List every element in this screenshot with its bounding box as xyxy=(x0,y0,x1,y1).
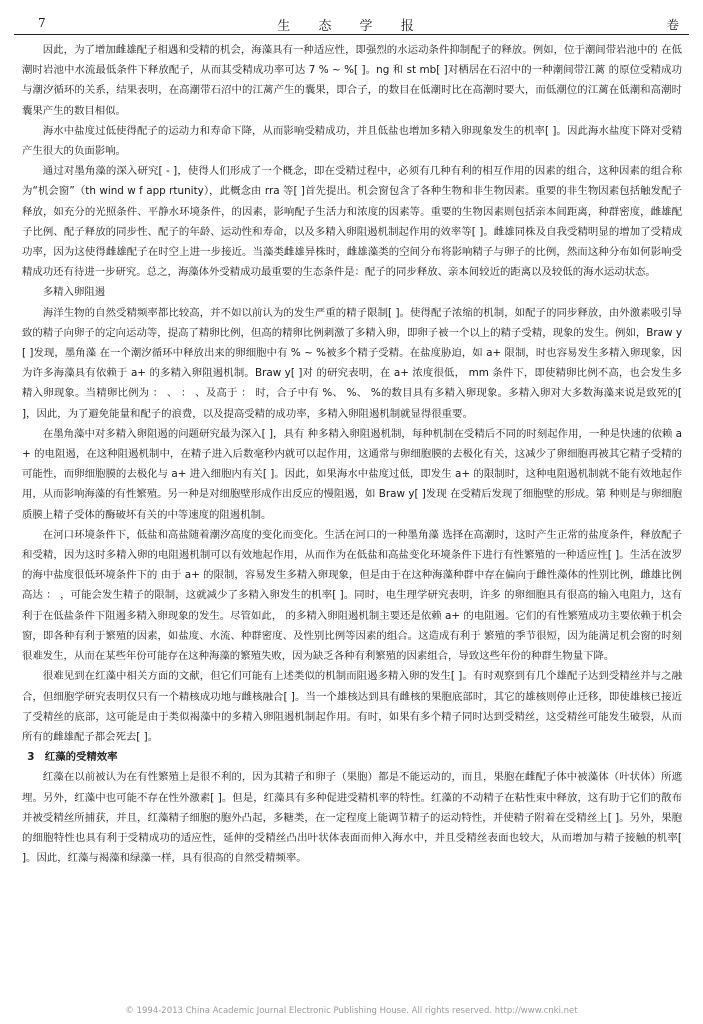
journal-title: 生 态 学 报 xyxy=(277,19,426,34)
paragraph: 通过对墨角藻的深入研究[ - ]，使得人们形成了一个概念，即在受精过程中，必须有几种有利的相互作用的因素的组合，这种因素的组合称为“机会窗”（th wind w f app rtunity），此概念由 rra 等[ ]首先提出。机会窗包含了各种生物和非生物因素。重要的非生物因素包括触发配子释放，如充分的光照条件、平静水环境条件，的因素，影响配子生活力和浓度的因素等。重要的生物因素则包括亲本间距离，种群密度，雌雄配子比例、配子释放的同步性、配子的年龄、运动性和寿命，以及多精入卵阻遏机制起作用的效率等[ ]。雌雄同株及自我受精明显的增加了受精成功率，因为这使得雌雄配子在时空上进一步接近。当藻类雌雄异株时，雌雄藻类的空间分布将影响精子与卵子的比例，然而这种分布如何影响受精成功还有待进一步研究。总之，海藻体外受精成功最重要的生态条件是：配子的同步释放、亲本间较近的距离以及较低的海水运动状态。 xyxy=(22,165,682,279)
page-header xyxy=(14,14,689,34)
header-rule xyxy=(14,34,689,35)
paragraph: 很难见到在红藻中相关方面的文献，但它们可能有上述类似的机制而阻遏多精入卵的发生[ ]。有时观察到有几个雄配子达到受精丝并与之融合，但细胞学研究表明仅只有一个精核成功地与雌核融合[ ]。当一个雄核达到具有雌核的果胞底部时，其它的雄核则停止迁移，即使雄核已接近了受精丝的底部，这可能是由于类似褐藻中的多精入卵阻遏机制起作用。有时，如果有多个精子同时达到受精丝，这受精丝可能发生破裂，从而所有的雌雄配子都会死去[ ]。 xyxy=(22,670,682,743)
paragraph: 红藻在以前被认为在有性繁殖上是很不利的，因为其精子和卵子（果胞）都是不能运动的，而且，果胞在雌配子体中被藻体（叶状体）所遮埋。另外，红藻中也可能不存在性外激素[ ]。但是，红藻具有多种促进受精机率的特性。红藻的不动精子在粘性束中释放，这有助于它们的散布并被受精丝所捕获，并且，红藻精子细胞的胞外凸起，多糖类，在一定程度上能调节精子的运动特性，并使精子附着在受精丝上[ ]。另外，果胞的细胞特性也具有利于受精成功的适应性，延伸的受精丝凸出叶状体表面而伸入海水中，并且受精丝表面也较大，从而增加与精子接触的机率[ ]。因此，红藻与褐藻和绿藻一样，具有很高的自然受精频率。 xyxy=(22,771,682,865)
article-body xyxy=(22,40,682,868)
paragraph: 在河口环境条件下，低盐和高盐随着潮汐高度的变化而变化。生活在河口的一种墨角藻 选择在高潮时，这时产生正常的盐度条件，释放配子和受精，因为这时多精入卵的电阻遏机制可以有效地起作用，从而作为在低盐和高盐变化环境条件下进行有性繁殖的一种适应性[ ]。生活在波罗的海中盐度很低环境条件下的 由于 a+ 的限制，容易发生多精入卵现象，但是由于在这种海藻种群中存在偏向于雌性藻体的性别比例，雌雄比例高达 ： ，可能会发生精子的限制，这就减少了多精入卵发生的机率[ ]。同时，电生理学研究表明，许多 的卵细胞具有很高的输入电阻力，这有利于在低盐条件下阻遏多精入卵现象的发生。尽管如此， 的多精入卵阻遏机制主要还是依赖 a+ 的电阻遏。它们的有性繁殖成功主要依赖于机会窗，即各种有利于繁殖的因素，如盐度、水流、种群密度、及性别比例等因素的组合。这造成有利于 繁殖的季节很短，因为能满足机会窗的时刻很难发生，从而在某些年份可能存在这种海藻的繁殖失败，因为缺乏各种有利繁殖的因素组合，导致这些年份的种群生物量下降。 xyxy=(22,528,682,663)
paragraph: 在墨角藻中对多精入卵阻遏的问题研究最为深入[ ]，具有 种多精入卵阻遏机制，每种机制在受精后不同的时刻起作用，一种是快速的依赖 a+ 的电阻遏，在这种阻遏机制中，在精子进入后数毫秒内就可以起作用，这通常与卵细胞膜的去极化有关，这减少了卵细胞再被其它精子受精的可能性，而卵细胞膜的去极化与 a+ 进入细胞内有关[ ]。因此，如果海水中盐度过低，即发生 a+ 的限制时，这种电阻遏机制就不能有效地起作用，从而影响海藻的有性繁殖。另一种是对细胞壁形成作出反应的慢阻遏，如 Braw y[ ]发现 在受精后发现了细胞壁的形成。第 种则是与卵细胞质膜上精子受体的酶破坏有关的中等速度的阻遏机制。 xyxy=(22,427,682,521)
copyright-footer: © 1994-2013 China Academic Journal Electronic Publishing House. All rights reserved. http://www.cnki.net xyxy=(125,1006,578,1016)
paragraph: 海洋生物的自然受精频率都比较高，并不如以前认为的发生严重的精子限制[ ]。使得配子浓缩的机制，如配子的同步释放，由外激素吸引导致的精子向卵子的定向运动等，提高了精卵比例，但高的精卵比例刺激了多精入卵，即卵子被一个以上的精子受精，现象的发生。例如，Braw y[ ]发现，墨角藻 在一个潮汐循环中释放出来的卵细胞中有 % ~ %被多个精子受精。在盐度胁迫，如 a+ 限制，时也容易发生多精入卵现象，因为许多海藻具有依赖于 a+ 的多精入卵阻遏机制。Braw y[ ]对 的研究表明，在 a+ 浓度很低， mm 条件下，即使精卵比例不高，也会发生多精入卵现象。当精卵比例为 ： 、 ： 、及高于 ： 时，合子中有 %、 %、 %的数目具有多精入卵现象。多精入卵对大多数海藻来说是致死的[ ]，因此，为了避免能量和配子的浪费，以及提高受精的成功率，多精入卵阻遏机制就显得很重要。 xyxy=(22,306,682,420)
paragraph: 海水中盐度过低使得配子的运动力和寿命下降，从而影响受精成功，并且低盐也增加多精入卵现象发生的机率[ ]。因此海水盐度下降对受精产生很大的负面影响。 xyxy=(22,124,682,158)
page-number: 7 xyxy=(38,16,46,30)
volume-label: 卷 xyxy=(666,18,679,32)
paragraph: 因此，为了增加雌雄配子相遇和受精的机会，海藻具有一种适应性，即强烈的水运动条件抑制配子的释放。例如，位于潮间带岩池中的 在低潮时岩池中水流最低条件下释放配子，从而其受精成功率可达 7 % ~ %[ ]。ng 和 st mb[ ]对栖居在石沼中的一种潮间带江蓠 的原位受精成功与潮汐循环的关系，结果表明，在高潮带石沼中的江蓠产生的囊果，即合子，的数目在低潮时比在高潮时要大，而低潮位的江蓠在低潮和高潮时囊果产生的数目相似。 xyxy=(22,44,682,117)
section-heading: 多精入卵阻遏 xyxy=(42,286,106,299)
section-heading: 3 红藻的受精效率 xyxy=(27,751,118,764)
